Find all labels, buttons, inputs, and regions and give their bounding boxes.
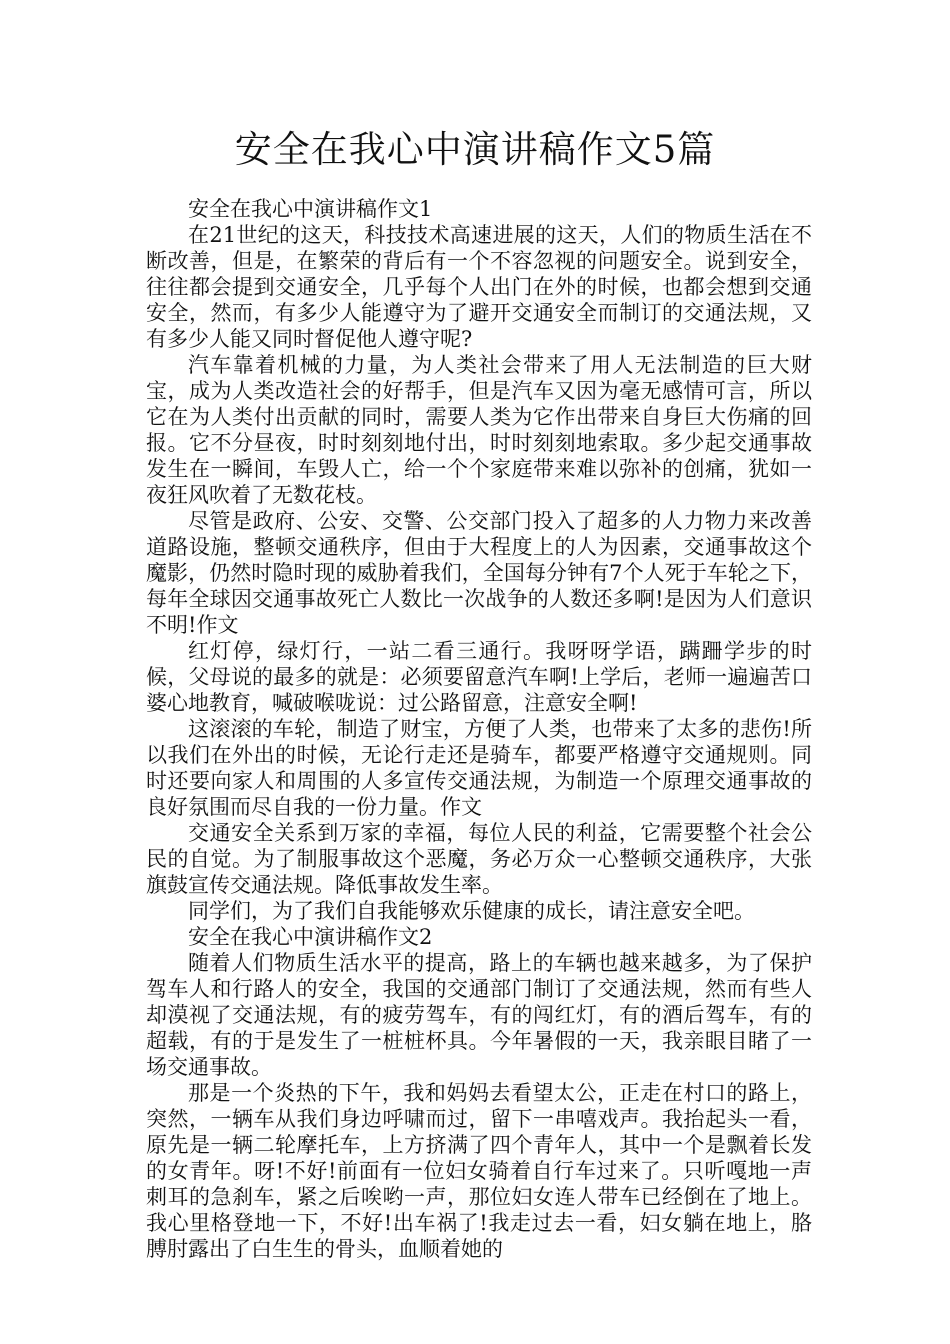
section-heading-1: 安全在我心中演讲稿作文1 xyxy=(188,197,433,221)
body-paragraph: 交通安全关系到万家的幸福，每位人民的利益，它需要整个社会公民的自觉。为了制服事故这个恶魔，务必万众一心整顿交通秩序，大张旗鼓宣传交通法规。降低事故发生率。 xyxy=(146,821,812,897)
body-paragraph: 在21世纪的这天，科技技术高速进展的这天，人们的物质生活在不断改善，但是，在繁荣的背后有一个不容忽视的问题安全。说到安全，往往都会提到交通安全，几乎每个人出门在外的时候，也都会想到交通安全，然而，有多少人能遵守为了避开交通安全而制订的交通法规，又有多少人能又同时督促他人遵守呢? xyxy=(146,223,812,351)
document-body xyxy=(146,196,812,1262)
document-title: 安全在我心中演讲稿作文5篇 xyxy=(234,128,716,171)
body-paragraph: 同学们，为了我们自我能够欢乐健康的成长，请注意安全吧。 xyxy=(188,899,755,923)
body-paragraph: 汽车靠着机械的力量，为人类社会带来了用人无法制造的巨大财宝，成为人类改造社会的好帮手，但是汽车又因为毫无感情可言，所以它在为人类付出贡献的同时，需要人类为它作出带来自身巨大伤痛的回报。它不分昼夜，时时刻刻地付出，时时刻刻地索取。多少起交通事故发生在一瞬间，车毁人亡，给一个个家庭带来难以弥补的创痛，犹如一夜狂风吹着了无数花枝。 xyxy=(146,353,812,507)
body-paragraph: 这滚滚的车轮，制造了财宝，方便了人类，也带来了太多的悲伤!所以我们在外出的时候，无论行走还是骑车，都要严格遵守交通规则。同时还要向家人和周围的人多宣传交通法规，为制造一个原理交通事故的良好氛围而尽自我的一份力量。作文 xyxy=(146,717,812,819)
body-paragraph: 尽管是政府、公安、交警、公交部门投入了超多的人力物力来改善道路设施，整顿交通秩序，但由于大程度上的人为因素，交通事故这个魔影，仍然时隐时现的威胁着我们，全国每分钟有7个人死于车轮之下，每年全球因交通事故死亡人数比一次战争的人数还多啊!是因为人们意识不明!作文 xyxy=(146,509,812,637)
body-paragraph: 随着人们物质生活水平的提高，路上的车辆也越来越多，为了保护驾车人和行路人的安全，我国的交通部门制订了交通法规，然而有些人却漠视了交通法规，有的疲劳驾车，有的闯红灯，有的酒后驾车，有的超载，有的于是发生了一桩桩杯具。今年暑假的一天，我亲眼目睹了一场交通事故。 xyxy=(146,951,812,1079)
section-heading-2: 安全在我心中演讲稿作文2 xyxy=(188,925,433,949)
body-paragraph: 红灯停，绿灯行，一站二看三通行。我呀呀学语，蹒跚学步的时候，父母说的最多的就是：必须要留意汽车啊!上学后，老师一遍遍苦口婆心地教育，喊破喉咙说：过公路留意，注意安全啊! xyxy=(146,639,812,715)
body-paragraph: 那是一个炎热的下午，我和妈妈去看望太公，正走在村口的路上，突然，一辆车从我们身边呼啸而过，留下一串嘻戏声。我抬起头一看，原先是一辆二轮摩托车，上方挤满了四个青年人，其中一个是飘着长发的女青年。呀!不好!前面有一位妇女骑着自行车过来了。只听嘎地一声刺耳的急刹车，紧之后唉哟一声，那位妇女连人带车已经倒在了地上。我心里格登地一下，不好!出车祸了!我走过去一看，妇女躺在地上，胳膊肘露出了白生生的骨头，血顺着她的 xyxy=(146,1081,812,1261)
